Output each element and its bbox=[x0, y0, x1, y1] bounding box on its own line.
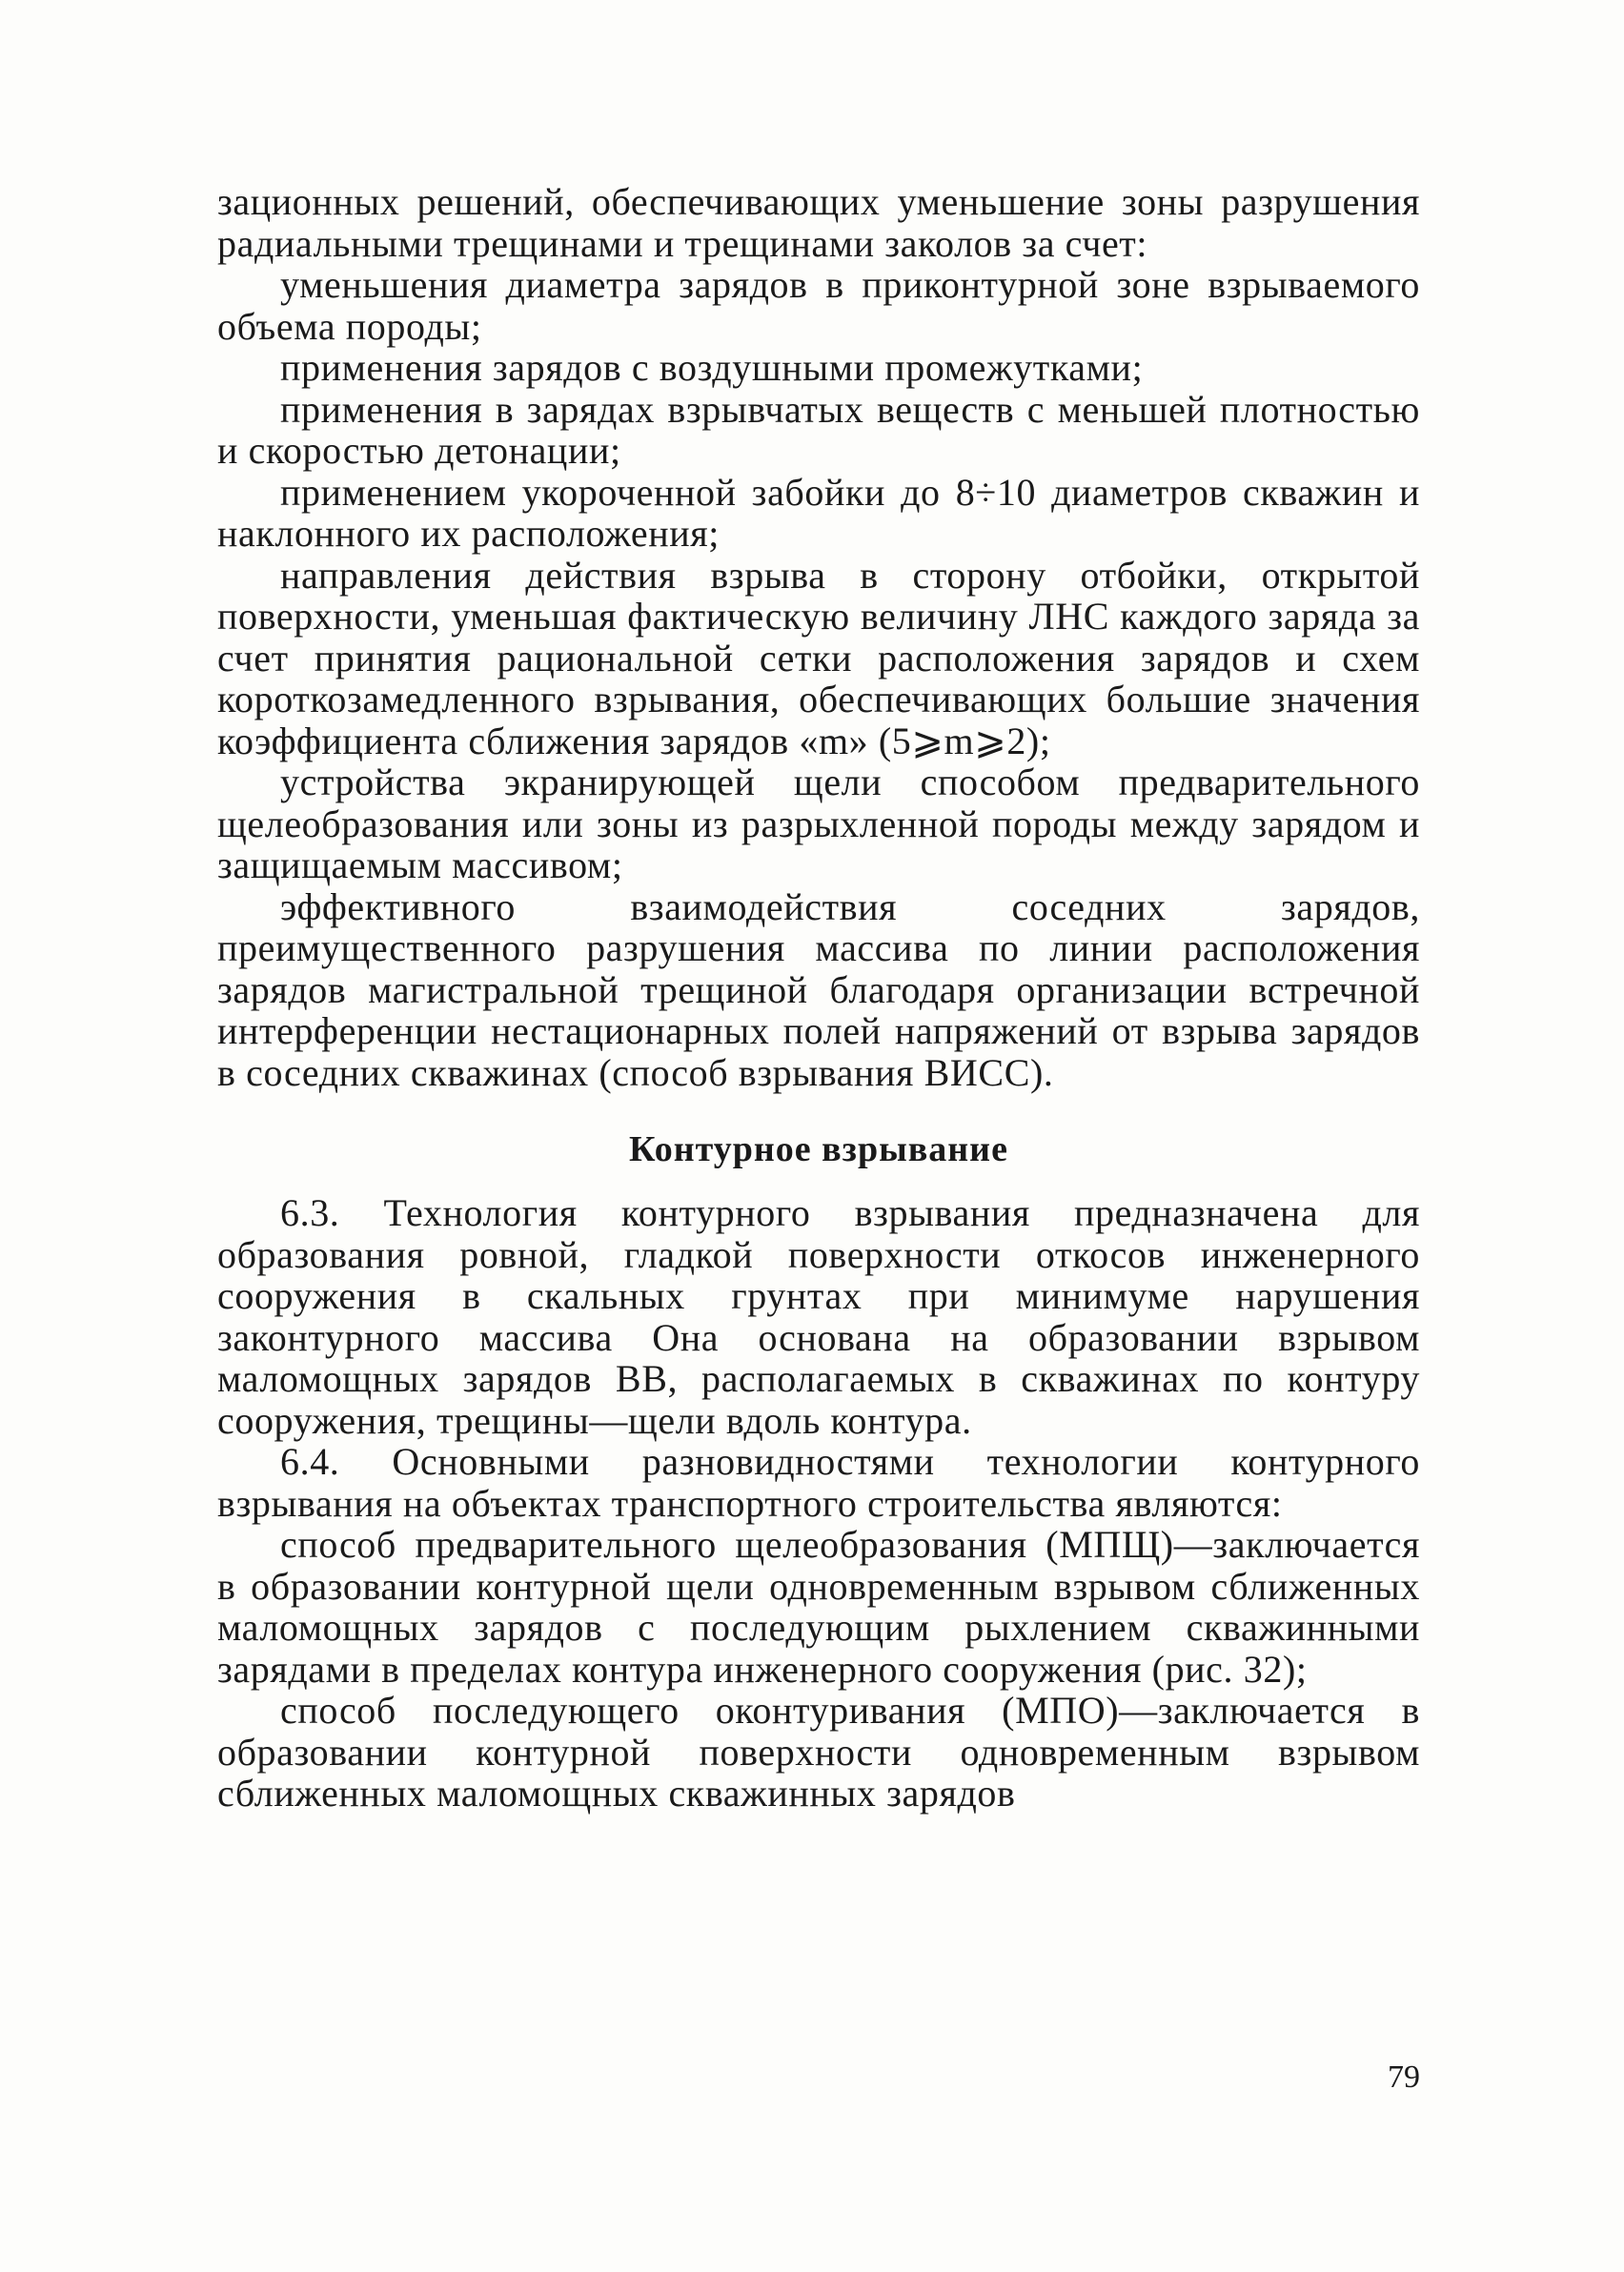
list-item-presplitting: способ предварительного щелеобразования (МПЩ)—заключается в образовании контурной щели одновременным взрывом сближенных маломощных зарядов с последующим рыхлением скважинными зарядами в пределах контура инженерного сооружения (рис. 32); bbox=[217, 1523, 1420, 1691]
list-item-air-gaps: применения зарядов с воздушными промежутками; bbox=[280, 346, 1144, 389]
paragraph-6-3: 6.3. Технология контурного взрывания предназначена для образования ровной, гладкой поверхности откосов инженерного сооружения в скальных грунтах при минимуме нарушения законтурного массива Она основана на образовании взрывом маломощных зарядов ВВ, располагаемых в скважинах по контуру сооружения, трещины—щели вдоль контура. bbox=[217, 1191, 1420, 1442]
list-item-charge-diameter: уменьшения диаметра зарядов в приконтурной зоне взрываемого объема породы; bbox=[217, 263, 1420, 348]
list-item-charge-interaction: эффективного взаимодействия соседних зарядов, преимущественного разрушения массива по линии расположения зарядов магистральной трещиной благодаря организации встречной интерференции нестационарных полей напряжений от взрыва зарядов в соседних скважинах (способ взрывания ВИСС). bbox=[217, 884, 1420, 1094]
section-heading: Контурное взрывание bbox=[629, 1129, 1008, 1169]
page-number: 79 bbox=[1388, 2059, 1420, 2095]
list-item-screening-slot: устройства экранирующей щели способом предварительного щелеобразования или зоны из разрыхленной породы между зарядом и защищаемым массивом; bbox=[217, 761, 1420, 886]
page-body bbox=[217, 181, 1420, 1815]
list-item-short-stemming: применением укороченной забойки до 8÷10 диаметров скважин и наклонного их расположения; bbox=[217, 470, 1420, 555]
paragraph-6-4: 6.4. Основными разновидностями технологии контурного взрывания на объектах транспортного строительства являются: bbox=[217, 1440, 1420, 1525]
list-item-post-contouring: способ последующего оконтуривания (МПО)—заключается в образовании контурной поверхности одновременным взрывом сближенных маломощных скважинных зарядов bbox=[217, 1689, 1420, 1815]
paragraph-intro: зационных решений, обеспечивающих уменьшение зоны разрушения радиальными трещинами и трещинами заколов за счет: bbox=[217, 180, 1420, 265]
list-item-blast-direction: направления действия взрыва в сторону отбойки, открытой поверхности, уменьшая фактическую величину ЛНС каждого заряда за счет принятия рациональной сетки расположения зарядов и схем короткозамедленного взрывания, обеспечивающих большие значения коэффициента сближения зарядов «m» (5⩾m⩾2); bbox=[217, 553, 1420, 762]
list-item-low-density-explosives: применения в зарядах взрывчатых веществ с меньшей плотностью и скоростью детонации; bbox=[217, 387, 1420, 472]
